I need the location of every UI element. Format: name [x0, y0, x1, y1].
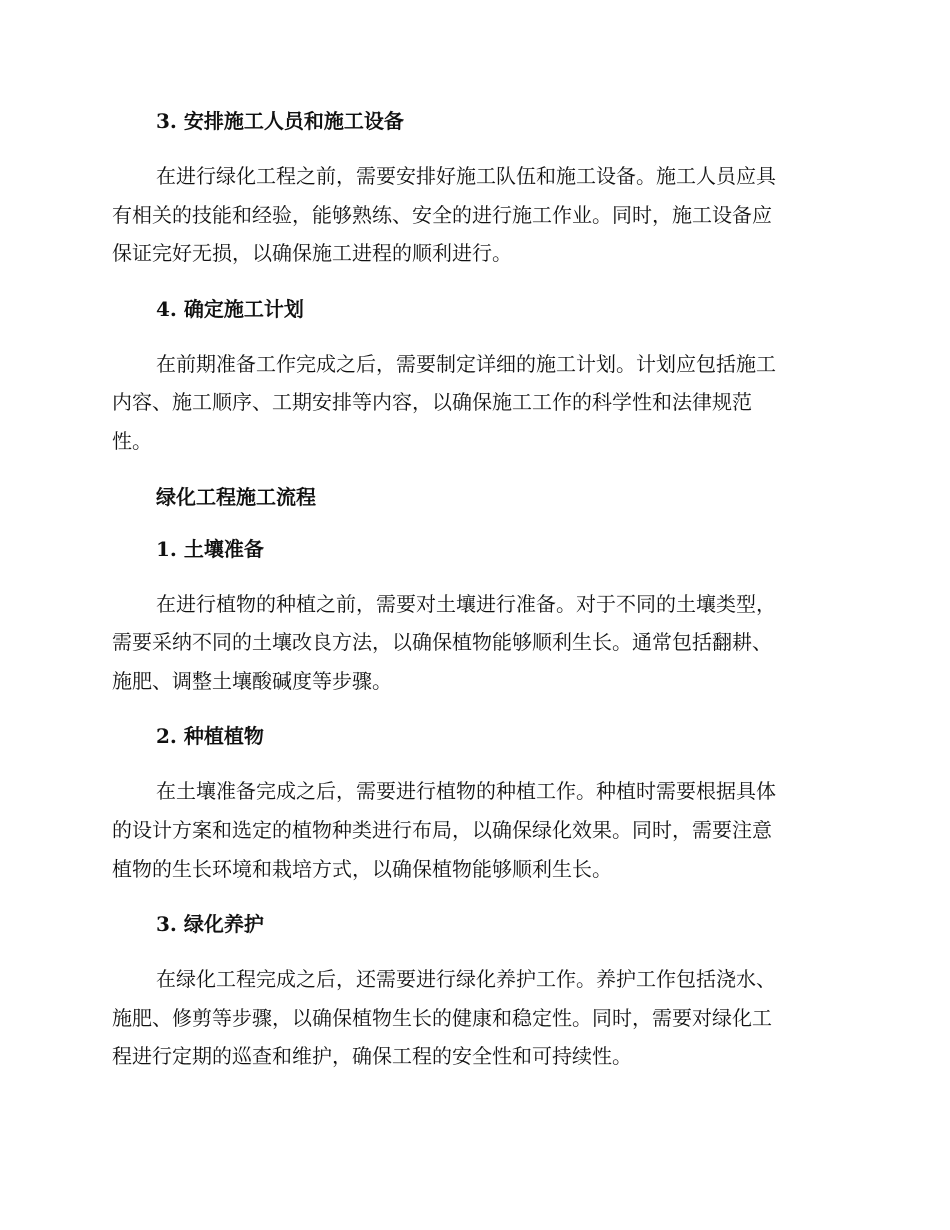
- paragraph-maintenance: [112, 960, 840, 1076]
- paragraph-line: 需要采纳不同的土壤改良方法，以确保植物能够顺利生长。通常包括翻耕、: [112, 630, 772, 655]
- section-heading-construction-plan: 4. 确定施工计划: [156, 296, 304, 321]
- paragraph-planting: [112, 772, 840, 888]
- paragraph-line: 的设计方案和选定的植物种类进行布局，以确保绿化效果。同时，需要注意: [112, 817, 772, 842]
- paragraph-line: 在绿化工程完成之后，还需要进行绿化养护工作。养护工作包括浇水、: [156, 967, 776, 992]
- section-title-construction-flow: 绿化工程施工流程: [156, 484, 316, 509]
- paragraph-line: 在进行植物的种植之前，需要对土壤进行准备。对于不同的土壤类型，: [156, 591, 776, 616]
- paragraph-line: 植物的生长环境和栽培方式，以确保植物能够顺利生长。: [112, 856, 612, 881]
- paragraph-line: 保证完好无损，以确保施工进程的顺利进行。: [112, 241, 512, 266]
- paragraph-line: 在土壤准备完成之后，需要进行植物的种植工作。种植时需要根据具体: [156, 779, 776, 804]
- section-heading-arrange-personnel: 3. 安排施工人员和施工设备: [156, 109, 404, 133]
- paragraph-line: 在前期准备工作完成之后，需要制定详细的施工计划。计划应包括施工: [156, 351, 776, 376]
- paragraph-line: 有相关的技能和经验，能够熟练、安全的进行施工作业。同时，施工设备应: [112, 202, 772, 227]
- paragraph-line: 程进行定期的巡查和维护，确保工程的安全性和可持续性。: [112, 1044, 632, 1069]
- paragraph-line: 施肥、修剪等步骤，以确保植物生长的健康和稳定性。同时，需要对绿化工: [112, 1005, 772, 1030]
- paragraph-soil-prep: [112, 585, 840, 701]
- paragraph-line: 性。: [112, 428, 152, 453]
- paragraph-line: 施肥、调整土壤酸碱度等步骤。: [112, 668, 392, 693]
- section-heading-soil-prep: 1. 土壤准备: [156, 536, 264, 561]
- paragraph-line: 内容、施工顺序、工期安排等内容，以确保施工工作的科学性和法律规范: [112, 390, 752, 415]
- section-heading-maintenance: 3. 绿化养护: [156, 912, 264, 937]
- paragraph-construction-plan: [112, 345, 840, 461]
- paragraph-line: 在进行绿化工程之前，需要安排好施工队伍和施工设备。施工人员应具: [156, 164, 776, 188]
- paragraph-arrange-personnel: [112, 157, 840, 273]
- section-heading-planting: 2. 种植植物: [156, 724, 264, 749]
